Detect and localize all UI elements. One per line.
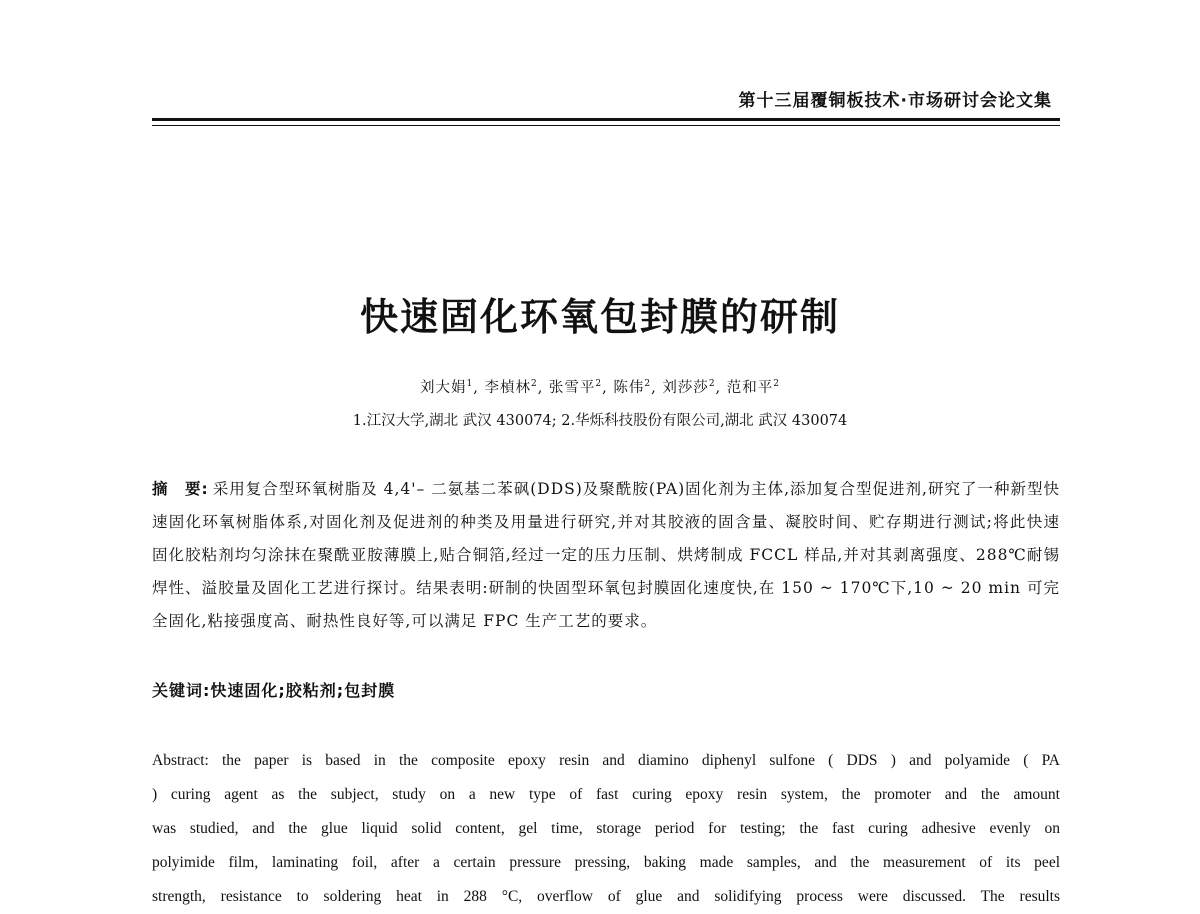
english-abstract (152, 744, 1060, 914)
header-rule-thick (152, 118, 1060, 121)
abstract-line: polyimide film, laminating foil, after a certain pressure pressing, baking made samples, and the measurement of its peel (152, 854, 1060, 871)
author-affil-mark: 2 (530, 379, 538, 390)
chinese-abstract (152, 473, 1060, 638)
author-name: 李楨林 (484, 380, 531, 396)
header-rule-thin (152, 125, 1060, 126)
abstract-text: 采用复合型环氧树脂及 4,4'– 二氨基二苯砜(DDS)及聚酰胺(PA)固化剂为主体,添加复合型促进剂,研究了一种新型快速固化环氧树脂体系,对固化剂及促进剂的种类及用量进行研究,并对其胶液的固含量、凝胶时间、贮存期进行测试;将此快速固化胶粘剂均匀涂抹在聚酰亚胺薄膜上,贴合铜箔,经过一定的压力压制、烘烤制成 FCCL 样品,并对其剥离强度、288℃耐锡焊性、溢胶量及固化工艺进行探讨。结果表明:研制的快固型环氧包封膜固化速度快,在 150 ~ 170℃下,10 ~ 20 min 可完全固化,粘接强度高、耐热性良好等,可以满足 FPC 生产工艺的要求。 (152, 480, 1060, 630)
abstract-label: 摘 要: (152, 480, 209, 498)
abstract-line: was studied, and the glue liquid solid content, gel time, storage period for testing; the fast curing adhesive evenly on (152, 820, 1060, 837)
author-affil-mark: 2 (644, 379, 652, 390)
abstract-line: ) curing agent as the subject, study on a new type of fast curing epoxy resin system, the promoter and the amount (152, 786, 1060, 803)
author-name: 陈伟 (613, 380, 645, 396)
keywords: 关键词:快速固化;胶粘剂;包封膜 (152, 681, 396, 700)
abstract-line: Abstract: the paper is based in the composite epoxy resin and diamino diphenyl sulfone ( DDS ) and polyamide ( PA (152, 752, 1060, 769)
author-affil-mark: 2 (773, 379, 780, 390)
author-affil-mark: 2 (708, 379, 716, 390)
running-header: 第十三届覆铜板技术·市场研讨会论文集 (738, 91, 1052, 111)
author-name: 刘莎莎 (662, 380, 709, 396)
author-list: 刘大娟$^1$, 李楨林$^2$, 张雪平$^2$, 陈伟$^2$, 刘莎莎$^2$, 范和平$^2$ (420, 379, 780, 396)
abstract-line: strength, resistance to soldering heat in 288 °C, overflow of glue and solidifying process were discussed. The results (152, 888, 1060, 905)
author-name: 张雪平 (548, 380, 596, 396)
author-affil-mark: 2 (595, 379, 603, 390)
author-affil-mark: 1 (466, 379, 474, 390)
paper-title: 快速固化环氧包封膜的研制 (359, 295, 840, 339)
author-name: 刘大娟 (420, 380, 467, 396)
author-name: 范和平 (726, 380, 774, 396)
affiliations: 1.江汉大学,湖北 武汉 430074; 2.华烁科技股份有限公司,湖北 武汉 430074 (352, 413, 848, 429)
